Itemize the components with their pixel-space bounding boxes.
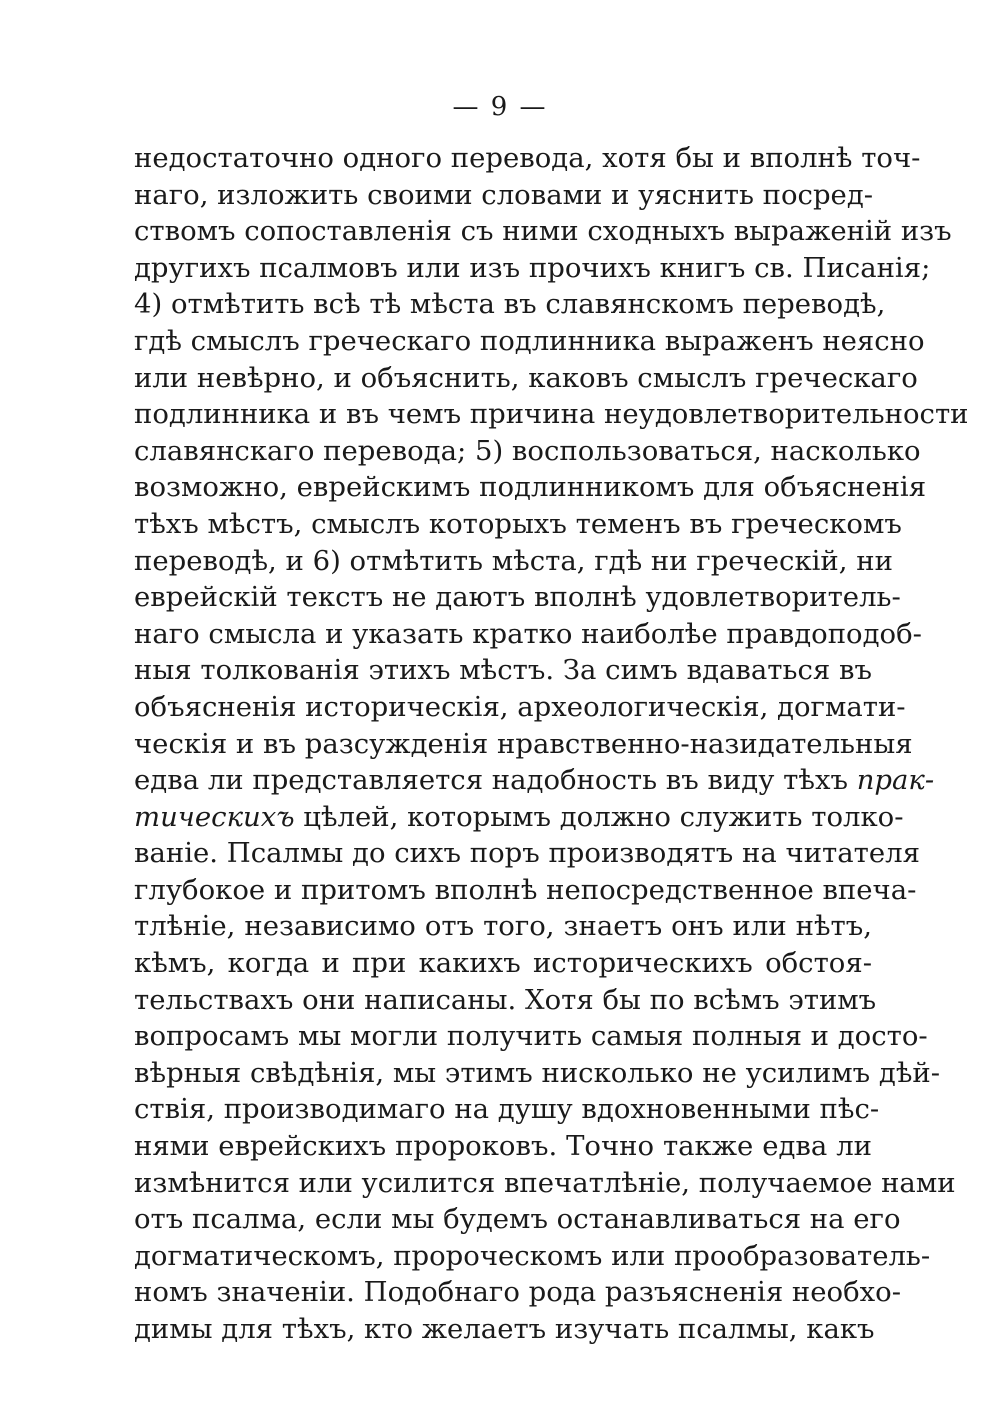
italic-emphasis: тическихъ [134,800,295,833]
text-line: ваніе. Псалмы до сихъ поръ производятъ на читателя [134,837,920,870]
text-line: наго смысла и указать кратко наиболѣе правдоподоб- [134,617,922,650]
text-line: или невѣрно, и объяснить, каковъ смыслъ греческаго [134,361,918,394]
text-line: ствомъ сопоставленія съ ними сходныхъ выраженій изъ [134,215,952,248]
text-line: номъ значеніи. Подобнаго рода разъясненія необхо- [134,1276,902,1309]
text-line: вопросамъ мы могли получить самыя полныя и досто- [134,1020,928,1053]
text-line: другихъ псалмовъ или изъ прочихъ книгъ св. Писанія; [134,251,931,284]
text-line: измѣнится или усилится впечатлѣніе, получаемое нами [134,1166,956,1199]
text-line: тлѣніе, независимо отъ того, знаетъ онъ или нѣтъ, [134,910,872,943]
text-line-with-italic [134,799,904,836]
text-line: переводѣ, и 6) отмѣтить мѣста, гдѣ ни греческій, ни [134,544,893,577]
text-line-with-italic [134,762,935,799]
text-line: вѣрныя свѣдѣнія, мы этимъ нисколько не усилимъ дѣй- [134,1056,941,1089]
body-text [134,140,969,1348]
text-line: гдѣ смыслъ греческаго подлинника выраженъ неясно [134,324,925,357]
text-line: еврейскій текстъ не даютъ вполнѣ удовлетворитель- [134,581,901,614]
page-number: — 9 — [452,92,548,122]
text-line: глубокое и притомъ вполнѣ непосредственное впеча- [134,873,917,906]
text-line: нями еврейскихъ пророковъ. Точно также едва ли [134,1130,872,1163]
text-line: наго, изложить своими словами и уяснить посред- [134,178,874,211]
text-line: ческія и въ разсужденія нравственно-назидательныя [134,727,913,760]
text-line: объясненія историческія, археологическія, догмати- [134,690,906,723]
text-segment: едва ли представляется надобность въ виду тѣхъ [134,764,857,797]
text-line: тѣхъ мѣстъ, смыслъ которыхъ теменъ въ греческомъ [134,507,902,540]
text-line: тельствахъ они написаны. Хотя бы по всѣмъ этимъ [134,983,877,1016]
text-line: кѣмъ, когда и при какихъ историческихъ обстоя- [134,947,872,980]
text-line: возможно, еврейскимъ подлинникомъ для объясненія [134,471,927,504]
text-line: догматическомъ, пророческомъ или прообразователь- [134,1239,931,1272]
italic-emphasis: прак- [856,764,935,797]
text-line: ствія, производимаго на душу вдохновенными пѣс- [134,1093,880,1126]
text-line: славянскаго перевода; 5) воспользоваться, насколько [134,434,921,467]
text-segment: цѣлей, которымъ должно служить толко- [294,800,904,833]
text-line: подлинника и въ чемъ причина неудовлетворительности [134,398,969,431]
text-line: ныя толкованія этихъ мѣстъ. За симъ вдаваться въ [134,654,872,687]
text-line: недостаточно одного перевода, хотя бы и вполнѣ точ- [134,142,921,174]
text-line: отъ псалма, если мы будемъ останавливаться на его [134,1203,901,1236]
text-line: 4) отмѣтить всѣ тѣ мѣста въ славянскомъ переводѣ, [134,288,886,321]
text-line: димы для тѣхъ, кто желаетъ изучать псалмы, какъ [134,1313,875,1345]
